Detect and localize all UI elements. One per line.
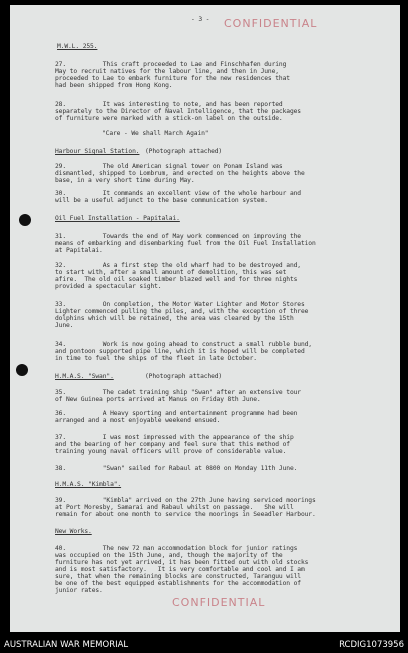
text-line: junior rates.	[55, 587, 103, 594]
text-line: remain for about one month to service the moorings in Seeadler Harbour.	[55, 511, 316, 518]
text-line: 31. Towards the end of May work commenced on improving the	[55, 233, 301, 240]
text-line: and pontoon supported pipe line, which it is hoped will be completed	[55, 348, 305, 355]
text-line: 34. Work is now going ahead to construct a small rubble bund,	[55, 341, 312, 348]
section-heading: H.M.A.S. "Swan".	[55, 373, 114, 380]
text-line: (Photograph attached)	[145, 148, 223, 155]
section-heading: H.M.A.S. "Kimbla".	[55, 481, 122, 488]
text-line: 27. This craft proceeded to Lae and Finschhafen during	[55, 61, 287, 68]
text-line: (Photograph attached)	[145, 373, 223, 380]
text-line: of New Guinea ports arrived at Manus on Friday 8th June.	[55, 396, 261, 403]
text-line: sure, that when the remaining blocks are constructed, Taranguu will	[55, 573, 301, 580]
file-reference: M.W.L. 255.	[57, 43, 98, 50]
text-line: will be a useful adjunct to the base communication system.	[55, 197, 268, 204]
text-line: had been shipped from Hong Kong.	[55, 82, 173, 89]
text-line: base, in a very short time during May.	[55, 177, 195, 184]
text-line: to start with, after a small amount of demolition, this was set	[55, 269, 287, 276]
text-line: 39. "Kimbla" arrived on the 27th June having serviced moorings	[55, 497, 316, 504]
document-page	[10, 5, 400, 632]
text-line: 40. The new 72 man accommodation block for junior ratings	[55, 545, 298, 552]
text-line: means of embarking and disembarking fuel from the Oil Fuel Installation	[55, 240, 316, 247]
punch-hole-top	[19, 214, 31, 226]
confidential-stamp-bottom: CONFIDENTIAL	[172, 596, 266, 609]
page-number: - 3 -	[191, 16, 210, 23]
text-line: afire. The old oil soaked timber blazed well and for three nights	[55, 276, 298, 283]
text-line: 37. I was most impressed with the appearance of the ship	[55, 434, 294, 441]
text-line: dismantled, shipped to Lombrum, and erected on the heights above the	[55, 170, 305, 177]
text-line: dolphins which will be retained, the area was cleared by the 15th	[55, 315, 294, 322]
text-line: 35. The cadet training ship "Swan" after an extensive tour	[55, 389, 301, 396]
section-heading: Harbour Signal Station.	[55, 148, 140, 155]
text-line: be one of the best equipped establishments for the accommodation of	[55, 580, 301, 587]
section-heading: New Works.	[55, 528, 92, 535]
text-line: arranged and a most enjoyable weekend ensued.	[55, 417, 221, 424]
text-line: May to recruit natives for the labour line, and then in June,	[55, 68, 279, 75]
text-line: furniture has not yet arrived, it has been fitted out with old stocks	[55, 559, 309, 566]
text-line: 32. As a first step the old wharf had to be destroyed and,	[55, 262, 301, 269]
text-line: separately to the Director of Naval Intelligence, that the packages	[55, 108, 301, 115]
text-line: June.	[55, 322, 74, 329]
text-line: was occupied on the 15th June, and, though the majority of the	[55, 552, 283, 559]
text-line: at Papitalai.	[55, 247, 103, 254]
text-line: training young naval officers will prove of considerable value.	[55, 448, 287, 455]
text-line: and the bearing of her company and feel sure that this method of	[55, 441, 290, 448]
text-line: 28. It was interesting to note, and has been reported	[55, 101, 283, 108]
confidential-stamp-top: CONFIDENTIAL	[224, 17, 318, 30]
archive-name: AUSTRALIAN WAR MEMORIAL	[4, 640, 129, 650]
text-line: 30. It commands an excellent view of the whole harbour and	[55, 190, 301, 197]
text-line: 29. The old American signal tower on Ponam Island was	[55, 163, 283, 170]
text-line: "Care - We shall March Again"	[102, 130, 209, 137]
section-heading: Oil Fuel Installation - Papitalai.	[55, 215, 180, 222]
text-line: proceeded to Lae to embark furniture for the new residences that	[55, 75, 290, 82]
text-line: 33. On completion, the Motor Water Lighter and Motor Stores	[55, 301, 305, 308]
archive-id: RCDIG1073956	[339, 640, 404, 650]
text-line: of furniture were marked with a stick-on label on the outside.	[55, 115, 283, 122]
text-line: and is most satisfactory. It is very comfortable and cool and I am	[55, 566, 305, 573]
punch-hole-bottom	[16, 364, 28, 376]
text-line: Lighter commenced pulling the piles, and, with the exception of three	[55, 308, 309, 315]
text-line: 38. "Swan" sailed for Rabaul at 0800 on Monday 11th June.	[55, 465, 298, 472]
text-line: at Port Moresby, Samarai and Rabaul whilst on passage. She will	[55, 504, 294, 511]
archive-footer	[0, 638, 408, 653]
text-line: provided a spectacular sight.	[55, 283, 162, 290]
text-line: in time to fuel the ships of the fleet in late October.	[55, 355, 257, 362]
text-line: 36. A Heavy sporting and entertainment programme had been	[55, 410, 298, 417]
